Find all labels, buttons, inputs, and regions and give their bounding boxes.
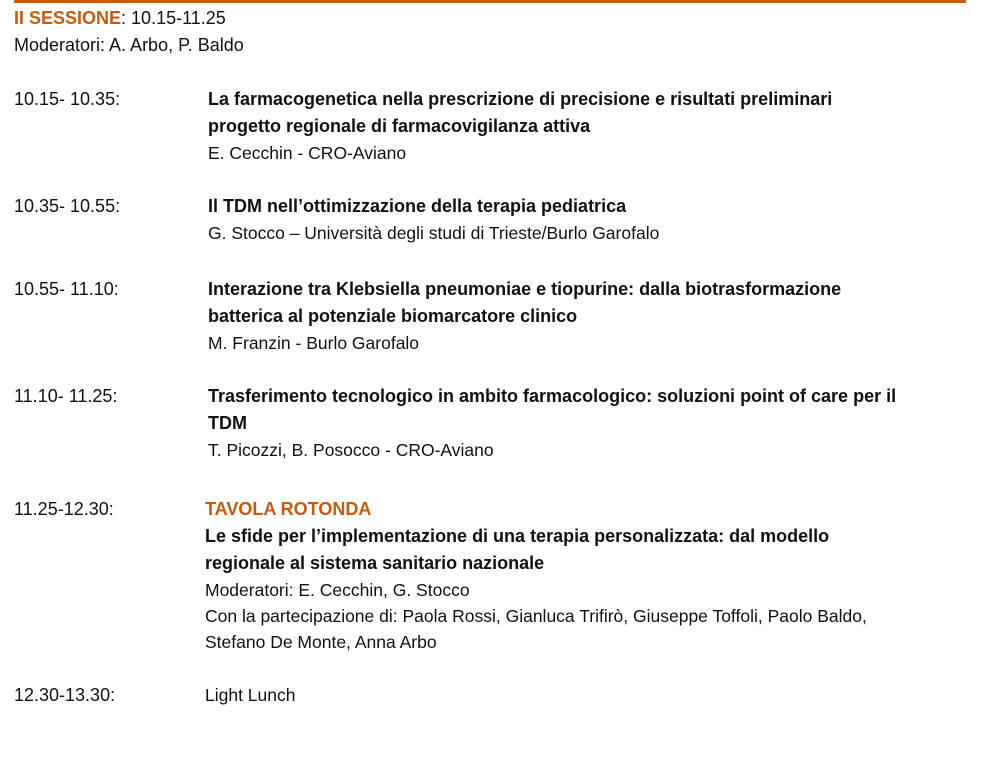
round-table-moderators: Moderatori: E. Cecchin, G. Stocco <box>205 580 470 600</box>
talk-speaker: M. Franzin - Burlo Garofalo <box>208 333 420 353</box>
session-header <box>14 7 226 29</box>
slot-body <box>208 383 960 463</box>
talk-speaker: T. Picozzi, B. Posocco - CRO-Aviano <box>208 440 494 460</box>
talk-speaker: E. Cecchin - CRO-Aviano <box>208 143 407 163</box>
slot-body <box>208 86 960 166</box>
talk-title-line: TDM <box>208 413 247 433</box>
slot-time: 11.10- 11.25: <box>14 386 118 406</box>
lunch-label: Light Lunch <box>205 685 296 705</box>
talk-title-line: Trasferimento tecnologico in ambito farmacologico: soluzioni point of care per il <box>208 386 897 406</box>
talk-title-line: Il TDM nell’ottimizzazione della terapia pediatrica <box>208 196 627 216</box>
slot-body <box>205 682 957 709</box>
slot-time: 10.35- 10.55: <box>14 196 121 216</box>
session-time: : 10.15-11.25 <box>121 8 226 28</box>
slot-body <box>205 496 957 655</box>
round-table-participants-line: Stefano De Monte, Anna Arbo <box>205 632 437 652</box>
talk-title-line: batterica al potenziale biomarcatore clinico <box>208 306 578 326</box>
round-table-participants-line: Con la partecipazione di: Paola Rossi, Gianluca Trifirò, Giuseppe Toffoli, Paolo Baldo, <box>205 606 867 626</box>
slot-time: 12.30-13.30: <box>14 685 116 705</box>
talk-title-line: La farmacogenetica nella prescrizione di precisione e risultati preliminari <box>208 89 833 109</box>
slot-time: 10.15- 10.35: <box>14 89 121 109</box>
slot-time: 11.25-12.30: <box>14 499 114 519</box>
session-moderators: Moderatori: A. Arbo, P. Baldo <box>14 35 244 55</box>
round-table-title-line: Le sfide per l’implementazione di una terapia personalizzata: dal modello <box>205 526 830 546</box>
talk-title-line: Interazione tra Klebsiella pneumoniae e tiopurine: dalla biotrasformazione <box>208 279 842 299</box>
talk-title-line: progetto regionale di farmacovigilanza attiva <box>208 116 591 136</box>
slot-time: 10.55- 11.10: <box>14 279 119 299</box>
slot-body <box>208 193 960 246</box>
round-table-title-line: regionale al sistema sanitario nazionale <box>205 553 545 573</box>
top-divider <box>14 0 966 3</box>
slot-body <box>208 276 960 356</box>
session-title: II SESSIONE <box>14 8 122 28</box>
talk-speaker: G. Stocco – Università degli studi di Trieste/Burlo Garofalo <box>208 223 660 243</box>
round-table-heading: TAVOLA ROTONDA <box>205 499 372 519</box>
